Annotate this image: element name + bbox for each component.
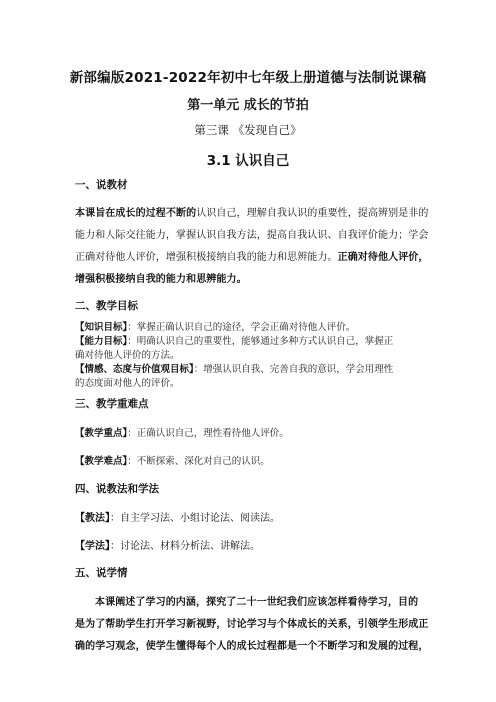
paragraph-line: 本课阐述了学习的内涵，探究了二十一世纪我们应该怎样看待学习，目的 xyxy=(95,597,419,608)
heading-teaching-material: 一、说教材 xyxy=(75,179,128,191)
unit-title: 第一单元 成长的节拍 xyxy=(187,98,309,113)
paragraph-line xyxy=(75,204,429,219)
goal-text: ：增强认识自我、完善自我的意识，学会用理性 xyxy=(193,364,394,375)
goal-text: ：掌握正确认识自己的途径，学会正确对待他人评价。 xyxy=(127,322,356,333)
goal-ability xyxy=(75,333,393,347)
heading-teaching-goals: 二、教学目标 xyxy=(75,300,138,312)
paragraph-line: 确的学习观念，使学生懂得每个人的成长过程都是一个不断学习和发展的过程， xyxy=(75,641,429,652)
goal-label: 【知识目标】 xyxy=(75,322,128,333)
goal-label: 【能力目标】 xyxy=(75,336,128,347)
learning-method-label: 【学法】 xyxy=(75,541,110,552)
goal-label: 【情感、态度与价值观目标】 xyxy=(75,364,194,375)
paragraph-line xyxy=(75,248,429,263)
difficulty-line xyxy=(75,453,270,467)
teaching-method-text: ：自主学习法、小组讨论法、阅读法。 xyxy=(110,513,280,524)
paragraph-line: 是为了帮助学生打开学习新视野，讨论学习与个体成长的关系，引领学生形成正 xyxy=(75,619,429,630)
paragraph-text: 认识自己，理解自我认识的重要性，提高辨别是非的 xyxy=(196,208,429,219)
key-point-text: ：正确认识自己，理性看待他人评价。 xyxy=(127,428,289,439)
goal-text-continued: 确对待他人评价的方法。 xyxy=(75,350,180,361)
heading-learning-situation: 五、说学情 xyxy=(75,567,128,579)
learning-method-line xyxy=(75,537,260,552)
goal-knowledge xyxy=(75,319,355,333)
paragraph-text: 正确对待他人评价，增强积极接纳自我的能力和思辨能力。 xyxy=(75,252,338,263)
learning-method-text: ：讨论法、材料分析法、讲解法。 xyxy=(110,541,260,552)
teaching-method-label: 【教法】 xyxy=(75,513,110,524)
key-point-line xyxy=(75,425,289,439)
difficulty-label: 【教学难点】 xyxy=(75,456,128,467)
heading-methods: 四、说教法和学法 xyxy=(75,483,159,495)
difficulty-text: ：不断探索、深化对自己的认识。 xyxy=(127,456,270,467)
document-title: 新部编版2021-2022年初中七年级上册道德与法制说课稿 xyxy=(69,70,427,86)
heading-key-points: 三、教学重难点 xyxy=(75,398,149,410)
key-point-label: 【教学重点】 xyxy=(75,428,128,439)
goal-emotion xyxy=(75,361,393,375)
goal-text: ：明确认识自己的重要性，能够通过多种方式认识自己，掌握正 xyxy=(127,336,394,347)
lesson-title: 第三课 《发现自己》 xyxy=(194,123,302,137)
paragraph-line: 能力和人际交往能力，掌握认识自我方法，提高自我认识、自我评价能力；学会 xyxy=(75,230,429,241)
paragraph-emphasis: 本课旨在成长的过程不断的 xyxy=(75,208,197,219)
paragraph-line: 增强积极接纳自我的能力和思辨能力。 xyxy=(75,274,247,285)
goal-text-continued: 的态度面对他人的评价。 xyxy=(75,378,180,389)
section-title: 3.1 认识自己 xyxy=(206,153,290,169)
teaching-method-line xyxy=(75,509,280,524)
paragraph-emphasis: 正确对待他人评价， xyxy=(337,252,429,263)
